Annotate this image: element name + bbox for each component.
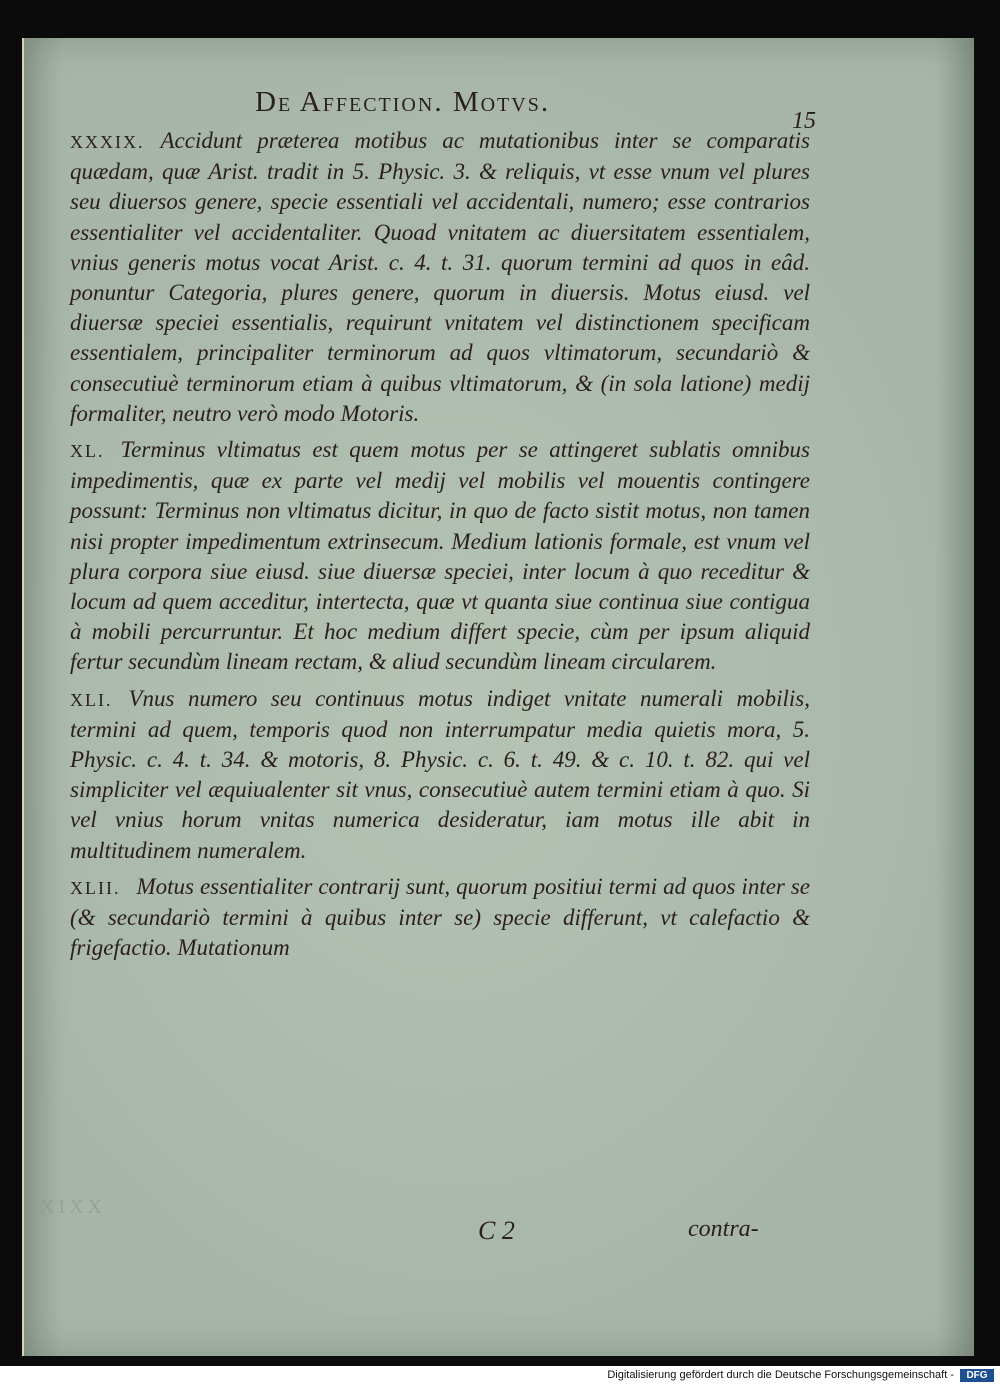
page-number: 15 <box>792 108 816 134</box>
paragraph-40 <box>70 435 810 678</box>
signature-mark: C 2 <box>478 1216 515 1245</box>
paragraph-text: Terminus vltimatus est quem motus per se attingeret sublatis omnibus impedimentis, quæ ex parte vel medij vel mobilis vel mouentis contingere possunt: Terminus non vltimatus dicitur, in quo de facto sistit motus, non tamen nisi propter impedimentum extrinsecum. Medium lationis formale, est vnum vel plura corpora siue eiusd. siue diuersæ speciei, inter locum à quo receditur & locum ad quem acceditur, intertecta, quæ vt quanta siue continua siue contigua à mobili percurruntur. Et hoc medium differt specie, cùm per ipsum aliquid fertur secundùm lineam rectam, & aliud secundùm lineam circularem. <box>70 437 810 675</box>
paragraph-number: XLI. <box>70 689 113 710</box>
paragraph-42 <box>70 872 810 964</box>
dfg-logo-icon: DFG <box>960 1369 994 1382</box>
paragraph-41 <box>70 684 810 866</box>
bleed-through-text: XIXX <box>40 1196 106 1218</box>
catchword: contra- <box>688 1216 759 1242</box>
digitization-footer <box>0 1366 1000 1386</box>
paragraph-text: Accidunt præterea motibus ac mutationibus inter se comparatis quædam, quæ Arist. tradit in 5. Physic. 3. & reliquis, vt esse vnum vel plures seu diuersos genere, specie essentiali vel accidentali, numero; esse contrarios essentialiter vel accidentaliter. Quoad vnitatem ac diuersitatem essentialem, vnius generis motus vocat Arist. c. 4. t. 31. quorum termini ad quos in eâd. ponuntur Categoria, plures genere, quorum in diuersis. Motus eiusd. vel diuersæ speciei essentialis, requirunt vnitatem vel distinctionem specificam essentialem, principaliter terminorum ad quos vltimatorum, secundariò & consecutiuè terminorum etiam à quibus vltimatorum, & (in sola latione) medij formaliter, neutro verò modo Motoris. <box>70 128 810 426</box>
paragraph-text: Vnus numero seu continuus motus indiget vnitate numerali mobilis, termini ad quem, temporis quod non interrumpatur media quietis mora, 5. Physic. c. 4. t. 34. & motoris, 8. Physic. c. 6. t. 49. & c. 10. t. 82. qui vel simpliciter vel æquiualenter sit vnus, consecutiuè autem termini etiam à quo. Si vel vnius horum vnitas numerica desideratur, iam motus ille abit in multitudinem numeralem. <box>70 685 810 863</box>
running-title: De Affection. Motvs. <box>255 86 551 118</box>
paragraph-39 <box>70 126 810 429</box>
paragraph-number: XLII. <box>70 877 121 898</box>
paragraph-text: Motus essentialiter contrarij sunt, quorum positiui termi ad quos inter se (& secundariò termini à quibus inter se) specie differunt, vt calefactio & frigefactio. Mutationum <box>70 873 810 961</box>
paragraph-number: XXXIX. <box>70 132 145 152</box>
body-text <box>70 126 810 969</box>
paragraph-number: XL. <box>70 441 105 462</box>
funding-credit: Digitalisierung gefördert durch die Deutsche Forschungsgemeinschaft - <box>607 1369 954 1381</box>
